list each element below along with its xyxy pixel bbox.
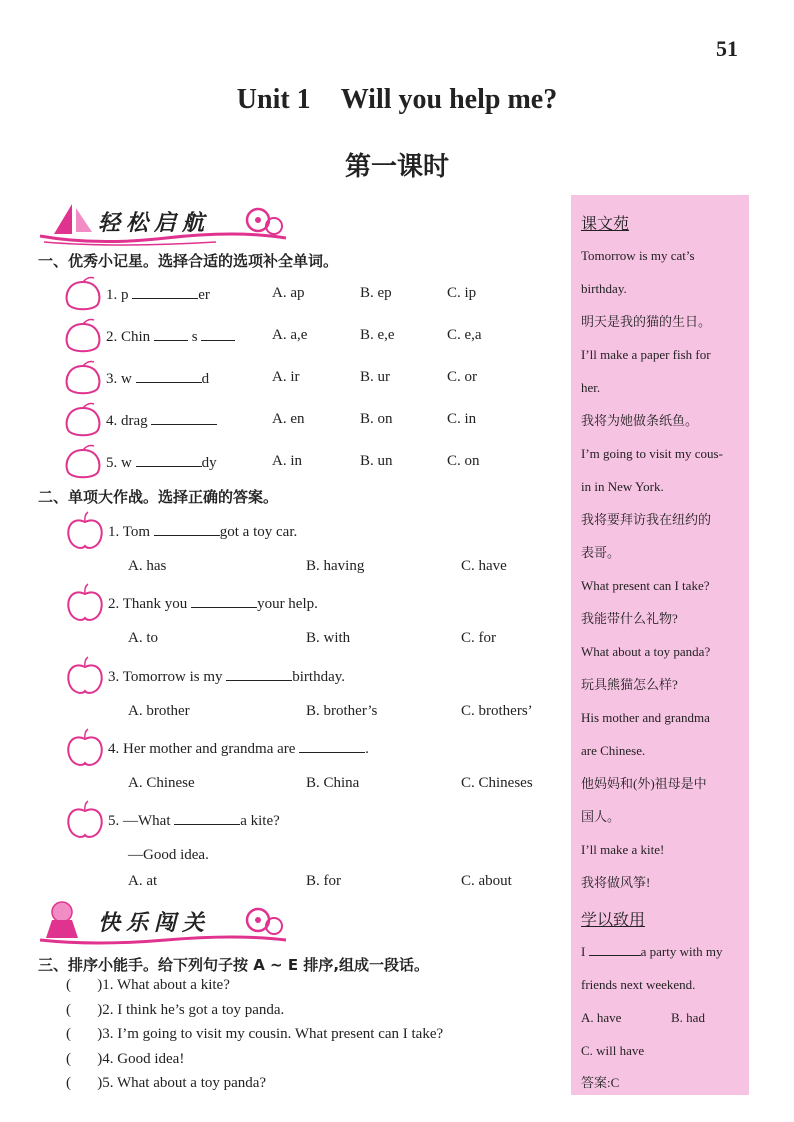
sidebar-line: I’ll make a paper fish for: [581, 347, 711, 362]
option-c: C. Chineses: [461, 775, 533, 791]
answer-blank[interactable]: [136, 369, 202, 383]
apple-icon: [64, 799, 106, 841]
option-b: B. e,e: [360, 327, 395, 343]
answer-blank[interactable]: [136, 453, 202, 467]
option-b: B. China: [306, 775, 360, 791]
order-item: ( )1. What about a kite?: [66, 977, 230, 993]
option-b: B. on: [360, 411, 393, 427]
option-c: C. about: [461, 873, 512, 889]
question-5: 5. —What a kite?: [108, 813, 280, 829]
fill-word-4: 4. drag: [106, 411, 217, 430]
option-c: C. in: [447, 411, 477, 427]
order-bracket[interactable]: ( ): [66, 1026, 103, 1042]
sidebar-line: in in New York.: [581, 479, 664, 494]
option-b: B. brother’s: [306, 703, 378, 719]
sidebar-line: I’ll make a kite!: [581, 842, 665, 857]
peach-icon: [62, 360, 104, 396]
sidebar-line: His mother and grandma: [581, 710, 710, 725]
page-title: [0, 84, 794, 116]
option-a: A. at: [128, 873, 158, 889]
sidebar-line: 明天是我的猫的生日。: [581, 314, 712, 329]
order-bracket[interactable]: ( ): [66, 977, 103, 993]
unit-title: Will you help me?: [340, 84, 558, 115]
banner-title: 快乐闯关: [98, 910, 211, 936]
option-a: A. Chinese: [128, 775, 195, 791]
question-5-reply: —Good idea.: [128, 847, 209, 863]
answer-blank[interactable]: [589, 944, 641, 956]
sidebar-option-c: C. will have: [581, 1043, 645, 1058]
sidebar-line: 他妈妈和(外)祖母是中: [581, 776, 707, 791]
answer-blank[interactable]: [151, 411, 217, 425]
sidebar-line: are Chinese.: [581, 743, 646, 758]
fill-word-2: 2. Chin s: [106, 327, 235, 346]
peach-icon: [62, 444, 104, 480]
fill-word-5: 5. w dy: [106, 455, 217, 471]
lesson-subtitle: 第一课时: [344, 152, 449, 182]
section-banner-2: [36, 898, 296, 946]
option-c: C. on: [447, 453, 480, 469]
sidebar-line: 我能带什么礼物?: [581, 611, 678, 626]
option-a: A. a,e: [272, 327, 308, 343]
option-c: C. ip: [447, 285, 477, 301]
sidebar-line: 玩具熊猫怎么样?: [581, 677, 678, 692]
sidebar-panel: [571, 195, 749, 1095]
option-c: C. brothers’: [461, 703, 533, 719]
option-c: C. e,a: [447, 327, 482, 343]
section-banner-1: [36, 198, 296, 246]
sidebar-heading-text: 课文苑: [581, 214, 630, 233]
answer-blank[interactable]: [226, 667, 292, 681]
option-b: B. having: [306, 558, 365, 574]
question-3: 3. Tomorrow is my birthday.: [108, 669, 346, 685]
apple-icon: [64, 510, 106, 552]
sidebar-question: I a party with my: [581, 944, 723, 959]
order-item: ( )4. Good idea!: [66, 1051, 185, 1067]
section-3-heading: 三、排序小能手。给下列句子按 A ~ E 排序,组成一段话。: [38, 956, 430, 974]
option-b: B. ep: [360, 285, 392, 301]
apple-icon: [64, 582, 106, 624]
sidebar-line: 我将为她做条纸鱼。: [581, 413, 699, 428]
banner-title: 轻松启航: [98, 210, 211, 236]
sidebar-heading-practice: 学以致用: [581, 910, 646, 929]
sidebar-line: 国人。: [581, 809, 621, 824]
sidebar-line: friends next weekend.: [581, 977, 696, 992]
option-a: A. to: [128, 630, 158, 646]
option-a: A. in: [272, 453, 302, 469]
option-a: A. brother: [128, 703, 190, 719]
order-bracket[interactable]: ( ): [66, 1002, 103, 1018]
answer-blank[interactable]: [154, 522, 220, 536]
sidebar-line: Tomorrow is my cat’s: [581, 248, 695, 263]
peach-icon: [62, 402, 104, 438]
apple-icon: [64, 655, 106, 697]
sidebar-line: What about a toy panda?: [581, 644, 711, 659]
sidebar-line: 我将做风筝!: [581, 875, 651, 890]
sidebar-line: 表哥。: [581, 545, 621, 560]
sidebar-option-a: A. have: [581, 1010, 622, 1025]
section-1-heading: 一、优秀小记星。选择合适的选项补全单词。: [38, 252, 339, 270]
page-number: 51: [716, 36, 738, 61]
fill-word-1: 1. p er: [106, 287, 210, 303]
answer-blank[interactable]: [154, 327, 188, 341]
option-c: C. have: [461, 558, 507, 574]
sidebar-option-b: B. had: [671, 1010, 705, 1025]
answer-blank[interactable]: [299, 739, 365, 753]
option-a: A. has: [128, 558, 167, 574]
option-b: B. with: [306, 630, 351, 646]
order-bracket[interactable]: ( ): [66, 1075, 103, 1091]
option-b: B. un: [360, 453, 393, 469]
option-b: B. for: [306, 873, 341, 889]
sidebar-line: her.: [581, 380, 601, 395]
option-c: C. for: [461, 630, 496, 646]
option-a: A. ir: [272, 369, 300, 385]
order-item: ( )2. I think he’s got a toy panda.: [66, 1002, 285, 1018]
question-4: 4. Her mother and grandma are .: [108, 741, 369, 757]
apple-icon: [64, 727, 106, 769]
option-a: A. ap: [272, 285, 305, 301]
sidebar-line: I’m going to visit my cous-: [581, 446, 723, 461]
answer-blank[interactable]: [174, 811, 240, 825]
sidebar-line: What present can I take?: [581, 578, 710, 593]
unit-label: Unit 1: [236, 84, 311, 115]
fill-word-3: 3. w d: [106, 371, 210, 387]
sidebar-line: birthday.: [581, 281, 627, 296]
answer-blank[interactable]: [191, 594, 257, 608]
question-1: 1. Tom got a toy car.: [108, 524, 298, 540]
section-2-heading: 二、单项大作战。选择正确的答案。: [38, 488, 279, 506]
option-c: C. or: [447, 369, 477, 385]
order-item: ( )3. I’m going to visit my cousin. What present can I take?: [66, 1026, 444, 1042]
peach-icon: [62, 276, 104, 312]
order-item: ( )5. What about a toy panda?: [66, 1075, 267, 1091]
answer-blank[interactable]: [132, 285, 198, 299]
sidebar-answer: 答案:C: [581, 1075, 620, 1090]
option-b: B. ur: [360, 369, 390, 385]
answer-blank[interactable]: [201, 327, 235, 341]
option-a: A. en: [272, 411, 305, 427]
peach-icon: [62, 318, 104, 354]
order-bracket[interactable]: ( ): [66, 1051, 103, 1067]
question-2: 2. Thank you your help.: [108, 596, 318, 612]
sidebar-line: 我将要拜访我在纽约的: [581, 512, 712, 527]
